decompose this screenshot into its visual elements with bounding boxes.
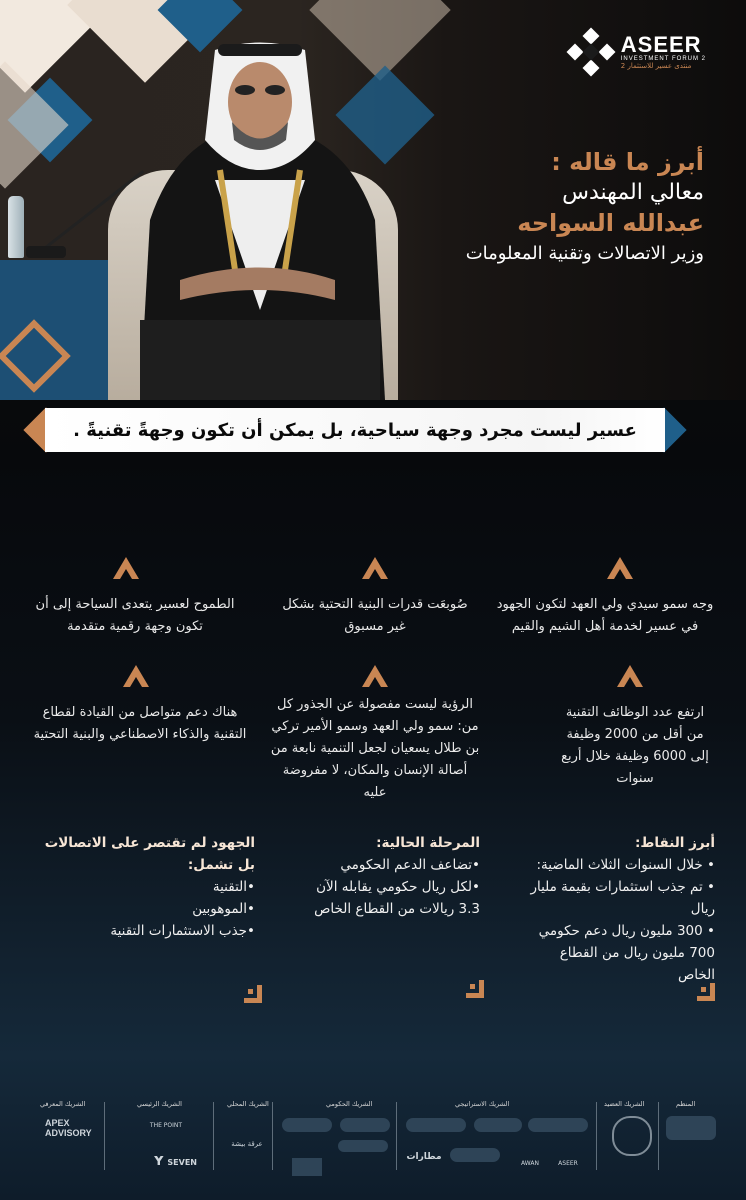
partner-label-supporting: الشريك العضيد (604, 1100, 645, 1108)
highlights-block (520, 832, 715, 986)
speaker-title: معالي المهندس (562, 180, 704, 205)
seven-icon: ʏ (153, 1150, 165, 1169)
partner-logo-strategic-3 (528, 1118, 588, 1132)
phase-block (290, 832, 480, 920)
partner-label-local: الشريك المحلي (227, 1100, 269, 1108)
partner-logo-local: عرقة بيشة (231, 1140, 263, 1148)
partner-logo-airports: مطارات (406, 1152, 442, 1162)
efforts-title: الجهود لم تقتصر على الاتصالات (44, 835, 255, 851)
partner-logo-seven (150, 1150, 200, 1169)
section-heading: أبرز ما قاله : (551, 148, 704, 176)
efforts-block (40, 832, 255, 942)
logo-arabic: منتدى عسير للاستثمار 2 (620, 62, 692, 70)
speaker-info (466, 148, 704, 264)
point-card (270, 694, 480, 804)
speaker-name: عبدالله السواحه (517, 209, 704, 237)
point-text: صُوبعَت قدرات البنية التحتية بشكل غير مسبوق (282, 597, 468, 634)
partner-divider (213, 1102, 214, 1170)
banner-quote: عسير ليست مجرد وجهة سياحية، بل يمكن أن تكون وجهةً تقنيةً . (73, 419, 637, 441)
point-card (275, 594, 475, 638)
partner-label-strategic: الشريك الاستراتيجي (455, 1100, 510, 1108)
logo-subtitle: INVESTMENT FORUM 2 (620, 56, 706, 62)
point-card (30, 594, 240, 638)
partner-logo-gov-4 (338, 1140, 388, 1152)
speaker-role: وزير الاتصالات وتقنية المعلومات (465, 243, 704, 264)
partner-label-organizer: المنظم (676, 1100, 696, 1108)
partner-label-knowledge: الشريك المعرفي (40, 1100, 86, 1108)
chevron-icon (362, 665, 388, 687)
point-card (490, 594, 720, 638)
partner-logo-gov-2 (340, 1118, 390, 1132)
partner-divider (396, 1102, 397, 1170)
quote-banner (45, 408, 665, 452)
highlight-item: • خلال السنوات الثلاث الماضية: (536, 857, 715, 873)
corner-accent-icon (697, 983, 715, 1001)
partner-logo-organizer (666, 1116, 716, 1140)
partner-label-government: الشريك الحكومي (326, 1100, 373, 1108)
podium (0, 260, 110, 400)
corner-accent-icon (466, 980, 484, 998)
hero-section (0, 0, 746, 400)
point-text: الرؤية ليست مفصولة عن الجذور كل من: سمو ولي العهد وسمو الأمير تركي بن طلال يسعيان لجعل التنمية نابعة من أصالة الإنسان والمكان، لا مفروضة عليه (270, 697, 480, 800)
highlight-item: • تم جذب استثمارات بقيمة مليار ريال (530, 879, 715, 917)
corner-accent-icon (244, 985, 262, 1003)
point-text: ارتفع عدد الوظائف التقنية من أقل من 2000 وظيفة إلى 6000 وظيفة خلال أربع سنوات (561, 705, 709, 786)
highlight-item: 700 مليون ريال من القطاع الخاص (559, 945, 715, 983)
chevron-icon (123, 665, 149, 687)
efforts-item: •الموهوبين (192, 901, 255, 917)
apex-text: APEX (45, 1118, 70, 1128)
point-text: الطموح لعسير يتعدى السياحة إلى أن تكون وجهة رقمية متقدمة (35, 597, 235, 634)
efforts-item: •التقنية (212, 879, 255, 895)
partner-label-main: الشريك الرئيسي (137, 1100, 182, 1108)
phase-item: •تضاعف الدعم الحكومي (340, 857, 480, 873)
partner-logo-gov-3 (292, 1158, 322, 1176)
seven-text: SEVEN (167, 1158, 197, 1167)
chevron-icon (617, 665, 643, 687)
water-bottle (8, 196, 24, 258)
logo-name: ASEER (620, 32, 702, 57)
highlights-title: أبرز النقاط: (635, 835, 715, 851)
partner-logo-awan: AWAN (521, 1160, 539, 1167)
phase-title: المرحلة الحالية: (376, 835, 480, 851)
partner-logo-apex (45, 1118, 105, 1138)
partner-logo-strategic-1 (406, 1118, 466, 1132)
chevron-icon (362, 557, 388, 579)
speaker-photo (120, 30, 400, 400)
efforts-subtitle: بل تشمل: (187, 857, 255, 873)
efforts-item: •جذب الاستثمارات التقنية (110, 923, 255, 939)
partner-logo-supporting (612, 1116, 652, 1156)
point-card (560, 702, 710, 790)
partner-divider (658, 1102, 659, 1170)
aseer-logo-icon (569, 30, 613, 74)
partner-divider (272, 1102, 273, 1170)
forum-logo (569, 30, 706, 74)
phase-item: 3.3 ريالات من القطاع الخاص (314, 901, 480, 917)
partner-logo-strategic-2 (474, 1118, 522, 1132)
partner-divider (596, 1102, 597, 1170)
phase-item: •لكل ريال حكومي يقابله الآن (316, 879, 480, 895)
partner-logo-strategic-4 (450, 1148, 500, 1162)
chevron-icon (607, 557, 633, 579)
point-text: وجه سمو سيدي ولي العهد لتكون الجهود في عسير لخدمة أهل الشيم والقيم (496, 597, 714, 634)
partner-logo-aseer: ASEER (558, 1160, 578, 1167)
partner-logo-gov-1 (282, 1118, 332, 1132)
point-card (30, 702, 250, 746)
microphone-base (26, 246, 66, 258)
advisory-text: ADVISORY (45, 1128, 92, 1138)
highlight-item: • 300 مليون ريال دعم حكومي (538, 923, 715, 939)
chevron-icon (113, 557, 139, 579)
point-text: هناك دعم متواصل من القيادة لقطاع التقنية والذكاء الاصطناعي والبنية التحتية (33, 705, 247, 742)
partner-logo-thepoint: THE POINT (149, 1122, 183, 1129)
